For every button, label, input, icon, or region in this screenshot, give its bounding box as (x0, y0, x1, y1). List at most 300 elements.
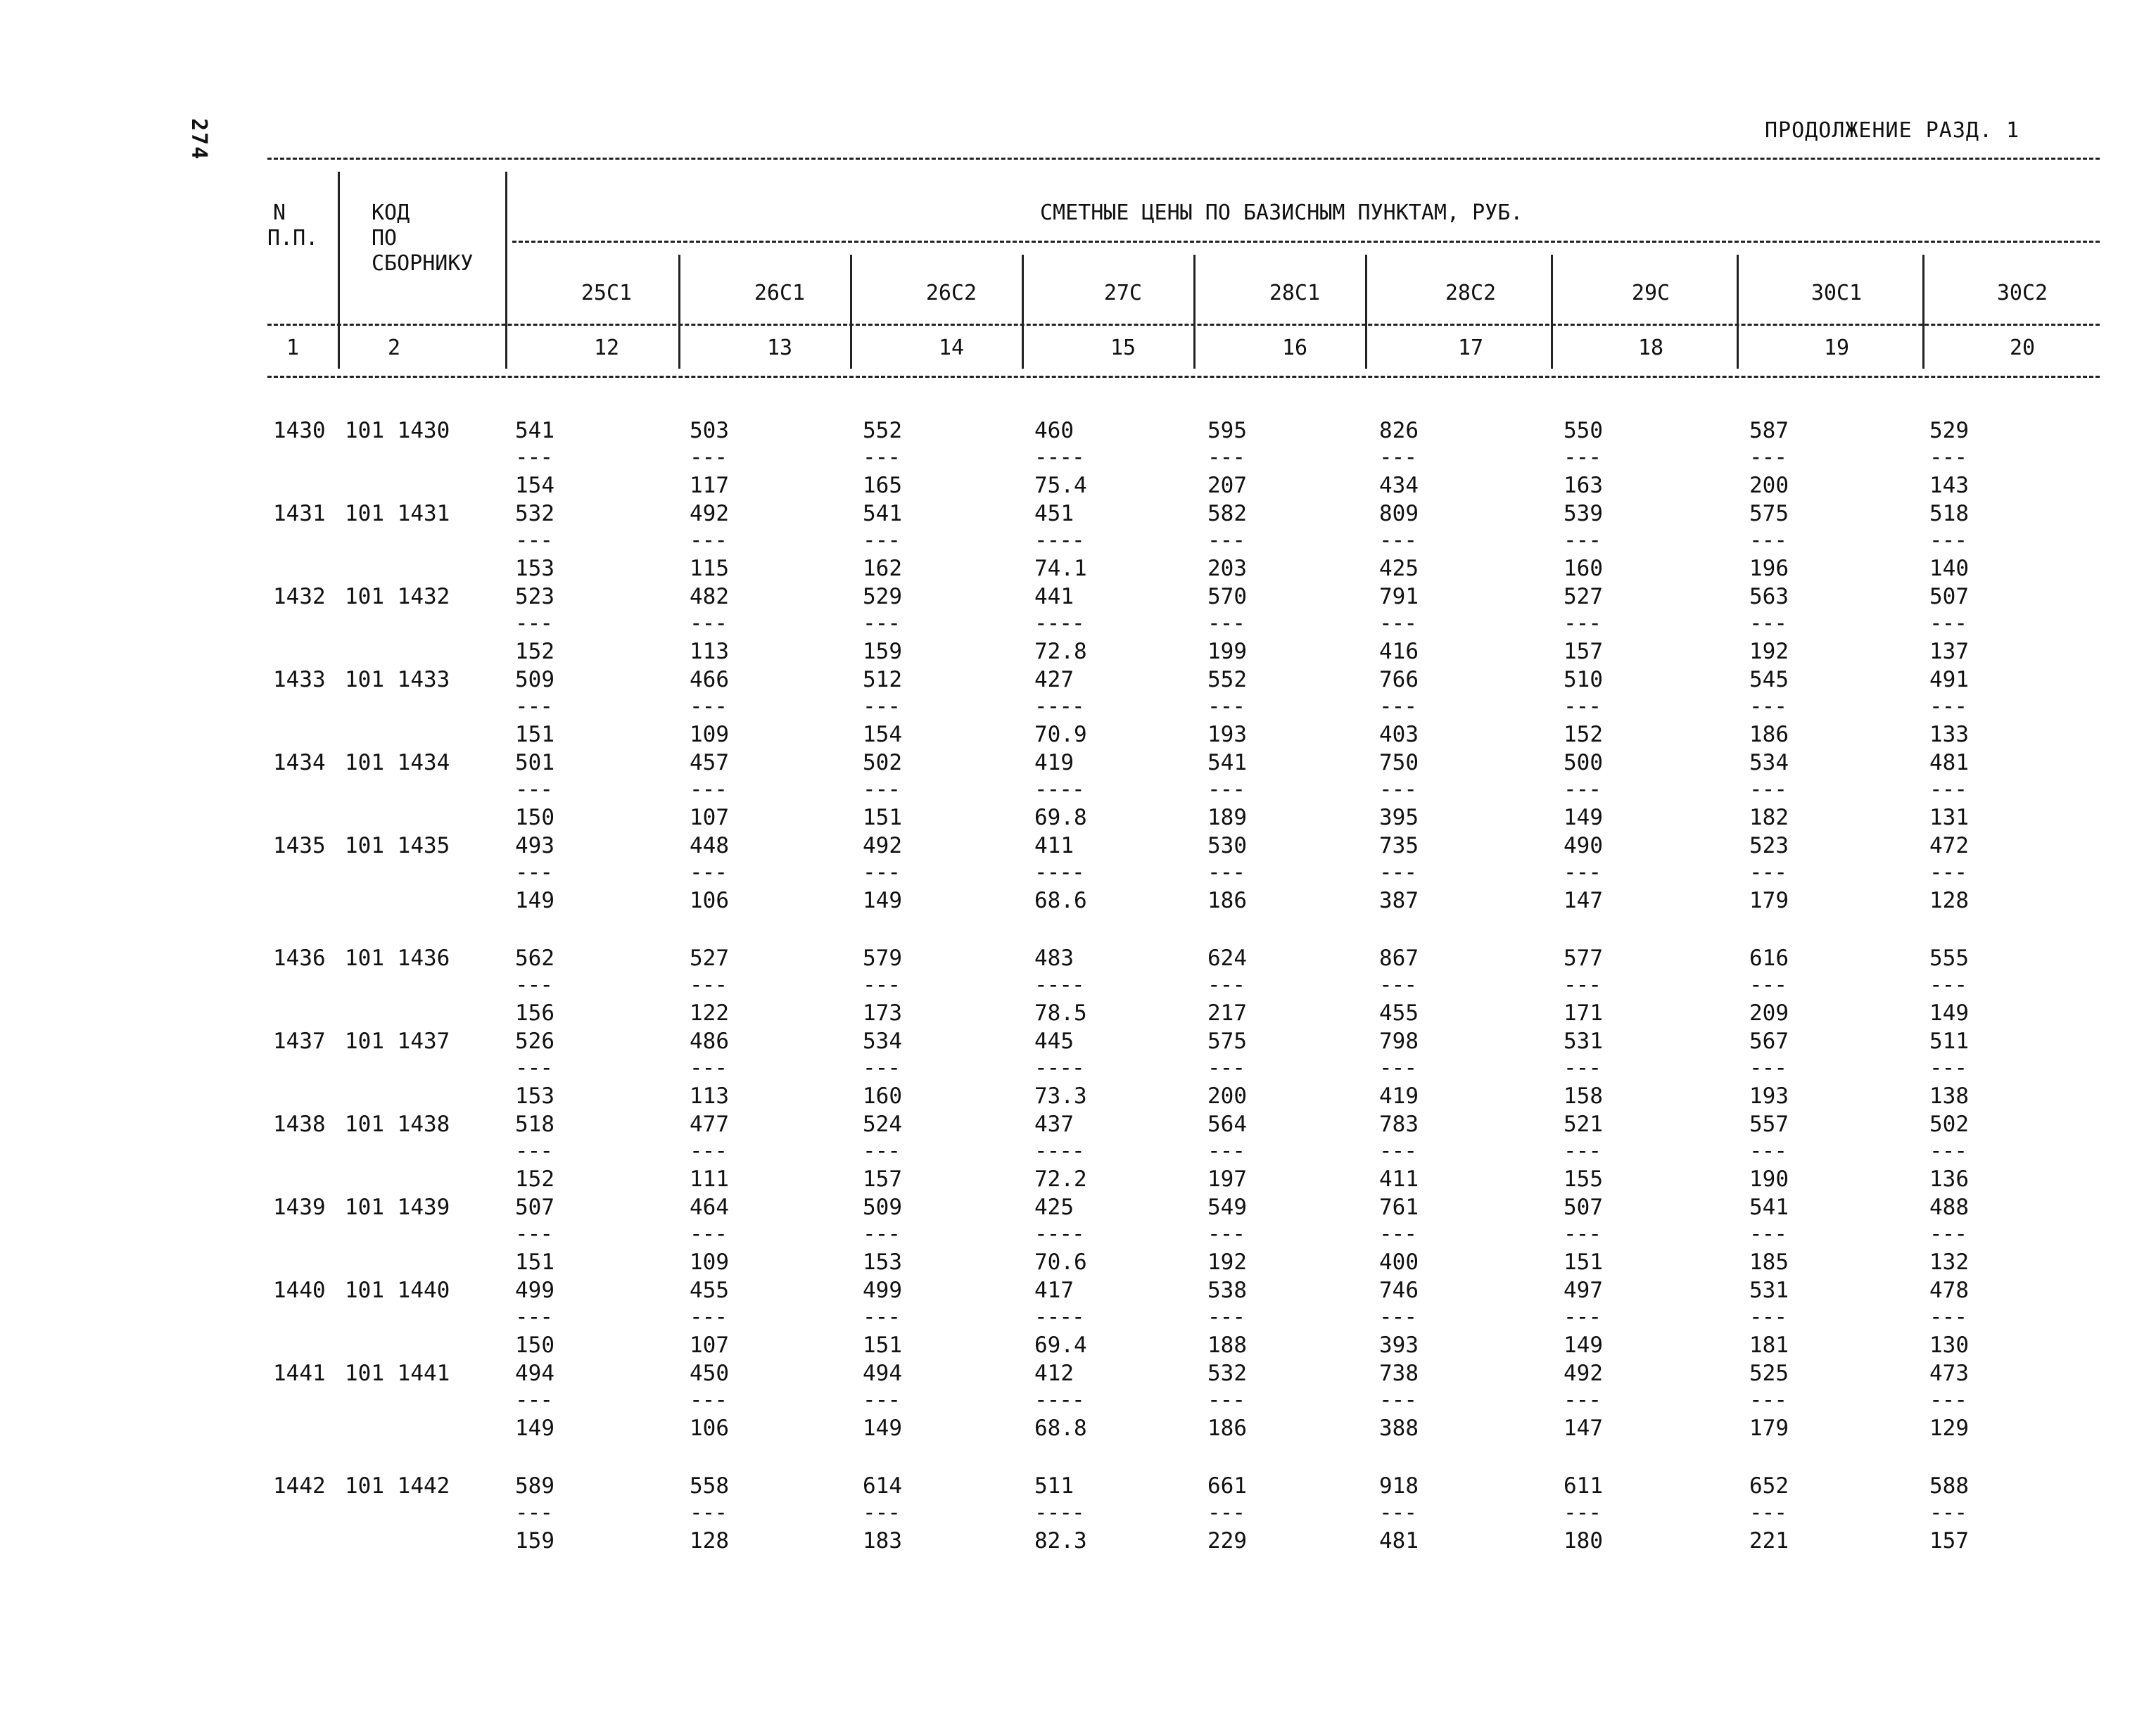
price-numerator: 611 (1564, 1473, 1603, 1499)
fraction-bar: --- (1379, 445, 1416, 470)
price-denominator: 156 (515, 1000, 554, 1026)
price-denominator: 158 (1564, 1084, 1603, 1109)
header-point-label: 28С1 (1269, 281, 1321, 305)
price-denominator: 388 (1379, 1416, 1419, 1441)
row-number: 1439 (273, 1195, 326, 1220)
header-code-line1: КОД (372, 201, 410, 225)
price-denominator: 163 (1564, 473, 1603, 498)
fraction-bar: --- (1564, 528, 1601, 553)
fraction-bar: --- (1929, 1304, 1967, 1330)
price-numerator: 550 (1564, 418, 1603, 443)
price-denominator: 192 (1749, 639, 1789, 664)
fraction-bar: --- (1749, 694, 1787, 719)
price-denominator: 387 (1379, 888, 1419, 913)
price-numerator: 564 (1207, 1112, 1247, 1137)
fraction-bar: --- (690, 694, 727, 719)
price-numerator: 783 (1379, 1112, 1419, 1137)
price-numerator: 738 (1379, 1361, 1419, 1386)
price-denominator: 138 (1929, 1084, 1969, 1109)
price-numerator: 534 (863, 1029, 902, 1054)
price-denominator: 149 (863, 1416, 902, 1441)
price-numerator: 524 (863, 1112, 902, 1137)
price-numerator: 412 (1034, 1361, 1074, 1386)
table-row (0, 944, 2156, 972)
table-row-secondary (0, 1414, 2156, 1442)
price-numerator: 511 (1034, 1473, 1074, 1499)
fraction-bar: --- (1379, 694, 1416, 719)
price-numerator: 527 (1564, 584, 1603, 609)
fraction-bar: --- (1749, 1304, 1787, 1330)
fraction-bar: --- (863, 1055, 900, 1081)
price-denominator: 192 (1207, 1250, 1247, 1275)
column-divider (1737, 255, 1739, 369)
price-numerator: 555 (1929, 946, 1969, 971)
price-numerator: 761 (1379, 1195, 1419, 1220)
price-denominator: 137 (1929, 639, 1969, 664)
price-numerator: 526 (515, 1029, 554, 1054)
price-numerator: 826 (1379, 418, 1419, 443)
fraction-bar: --- (863, 445, 900, 470)
price-denominator: 185 (1749, 1250, 1789, 1275)
price-numerator: 512 (863, 667, 902, 692)
price-denominator: 193 (1749, 1084, 1789, 1109)
price-numerator: 735 (1379, 833, 1419, 858)
price-denominator: 151 (515, 722, 554, 747)
price-numerator: 497 (1564, 1278, 1603, 1303)
price-numerator: 558 (690, 1473, 729, 1499)
price-denominator: 416 (1379, 639, 1419, 664)
table-row-secondary (0, 803, 2156, 832)
row-code: 101 1430 (345, 418, 450, 443)
price-numerator: 499 (863, 1278, 902, 1303)
price-denominator: 403 (1379, 722, 1419, 747)
fraction-bar: --- (515, 445, 552, 470)
row-number: 1431 (273, 501, 326, 526)
fraction-bar: --- (515, 1304, 552, 1330)
price-numerator: 541 (1749, 1195, 1789, 1220)
row-number: 1430 (273, 418, 326, 443)
fraction-bar: --- (1749, 611, 1787, 636)
price-numerator: 918 (1379, 1473, 1419, 1499)
price-denominator: 106 (690, 888, 729, 913)
row-code: 101 1431 (345, 501, 450, 526)
fraction-bar: --- (1207, 611, 1245, 636)
price-denominator: 425 (1379, 556, 1419, 581)
fraction-separator-row (0, 692, 2156, 720)
price-numerator: 541 (1207, 750, 1247, 775)
price-denominator: 147 (1564, 888, 1603, 913)
fraction-bar: --- (1749, 1138, 1787, 1164)
table-row (0, 500, 2156, 528)
fraction-bar: --- (1379, 972, 1416, 998)
header-column-number: 20 (2009, 336, 2036, 360)
price-numerator: 419 (1034, 750, 1074, 775)
price-denominator: 149 (1564, 805, 1603, 830)
price-denominator: 400 (1379, 1250, 1419, 1275)
column-divider (505, 172, 507, 369)
fraction-bar: --- (1379, 611, 1416, 636)
header-point-label: 26С1 (754, 281, 806, 305)
price-denominator: 129 (1929, 1416, 1969, 1441)
fraction-separator-row (0, 1499, 2156, 1527)
row-number: 1440 (273, 1278, 326, 1303)
fraction-bar: --- (1749, 972, 1787, 998)
price-numerator: 791 (1379, 584, 1419, 609)
fraction-bar: --- (1564, 1221, 1601, 1247)
price-numerator: 507 (515, 1195, 554, 1220)
fraction-bar: --- (515, 1138, 552, 1164)
row-code: 101 1439 (345, 1195, 450, 1220)
price-denominator: 183 (863, 1528, 902, 1554)
fraction-bar: --- (515, 1055, 552, 1081)
price-numerator: 466 (690, 667, 729, 692)
price-denominator: 393 (1379, 1333, 1419, 1358)
fraction-bar: --- (1929, 611, 1967, 636)
price-denominator: 151 (863, 1333, 902, 1358)
fraction-bar: --- (1749, 1500, 1787, 1525)
price-denominator: 131 (1929, 805, 1969, 830)
table-row (0, 1110, 2156, 1138)
price-denominator: 217 (1207, 1000, 1247, 1026)
price-numerator: 534 (1749, 750, 1789, 775)
price-denominator: 113 (690, 1084, 729, 1109)
fraction-separator-row (0, 971, 2156, 999)
price-numerator: 518 (1929, 501, 1969, 526)
price-numerator: 577 (1564, 946, 1603, 971)
row-code: 101 1440 (345, 1278, 450, 1303)
price-numerator: 575 (1749, 501, 1789, 526)
price-denominator: 151 (863, 805, 902, 830)
price-denominator: 128 (1929, 888, 1969, 913)
price-numerator: 552 (1207, 667, 1247, 692)
price-denominator: 186 (1207, 888, 1247, 913)
header-point-label: 27С (1103, 281, 1143, 305)
row-code: 101 1433 (345, 667, 450, 692)
fraction-bar: --- (1929, 1055, 1967, 1081)
fraction-bar: ---- (1034, 1500, 1084, 1525)
price-numerator: 541 (515, 418, 554, 443)
price-denominator: 149 (863, 888, 902, 913)
fraction-bar: --- (515, 860, 552, 885)
table-row-secondary (0, 887, 2156, 915)
fraction-bar: --- (863, 1304, 900, 1330)
price-denominator: 132 (1929, 1250, 1969, 1275)
fraction-bar: ---- (1034, 445, 1084, 470)
price-numerator: 510 (1564, 667, 1603, 692)
price-numerator: 557 (1749, 1112, 1789, 1137)
header-top-rule (267, 158, 2100, 160)
fraction-bar: --- (863, 528, 900, 553)
row-number: 1432 (273, 584, 326, 609)
price-denominator: 193 (1207, 722, 1247, 747)
header-column-number: 17 (1457, 336, 1484, 360)
price-denominator: 147 (1564, 1416, 1603, 1441)
header-point-label: 28С2 (1445, 281, 1497, 305)
fraction-bar: --- (1564, 1138, 1601, 1164)
price-denominator: 72.8 (1034, 639, 1087, 664)
price-denominator: 107 (690, 1333, 729, 1358)
table-row (0, 666, 2156, 694)
fraction-separator-row (0, 526, 2156, 554)
price-denominator: 128 (690, 1528, 729, 1554)
price-denominator: 157 (863, 1167, 902, 1192)
fraction-bar: --- (1207, 1221, 1245, 1247)
price-numerator: 624 (1207, 946, 1247, 971)
price-numerator: 507 (1564, 1195, 1603, 1220)
fraction-bar: --- (1207, 694, 1245, 719)
table-row-secondary (0, 1527, 2156, 1555)
price-denominator: 149 (1564, 1333, 1603, 1358)
price-denominator: 136 (1929, 1167, 1969, 1192)
fraction-bar: --- (1929, 777, 1967, 802)
column-divider (1922, 255, 1924, 369)
fraction-bar: --- (863, 777, 900, 802)
fraction-bar: --- (690, 445, 727, 470)
price-denominator: 229 (1207, 1528, 1247, 1554)
table-row-secondary (0, 1248, 2156, 1276)
fraction-bar: --- (1749, 1221, 1787, 1247)
price-denominator: 154 (863, 722, 902, 747)
fraction-bar: --- (1929, 445, 1967, 470)
price-numerator: 437 (1034, 1112, 1074, 1137)
fraction-bar: --- (1564, 611, 1601, 636)
price-numerator: 563 (1749, 584, 1789, 609)
fraction-bar: --- (1564, 860, 1601, 885)
price-denominator: 173 (863, 1000, 902, 1026)
price-numerator: 746 (1379, 1278, 1419, 1303)
fraction-bar: --- (863, 1500, 900, 1525)
price-numerator: 417 (1034, 1278, 1074, 1303)
price-denominator: 72.2 (1034, 1167, 1087, 1192)
price-numerator: 503 (690, 418, 729, 443)
fraction-bar: --- (1929, 1387, 1967, 1413)
price-numerator: 545 (1749, 667, 1789, 692)
price-numerator: 867 (1379, 946, 1419, 971)
fraction-bar: --- (1564, 694, 1601, 719)
header-point-label: 30С1 (1811, 281, 1863, 305)
price-numerator: 481 (1929, 750, 1969, 775)
price-numerator: 531 (1564, 1029, 1603, 1054)
price-numerator: 490 (1564, 833, 1603, 858)
fraction-bar: --- (1207, 528, 1245, 553)
fraction-separator-row (0, 1386, 2156, 1414)
price-numerator: 525 (1749, 1361, 1789, 1386)
price-denominator: 75.4 (1034, 473, 1087, 498)
table-row-secondary (0, 1082, 2156, 1110)
table-row (0, 1359, 2156, 1387)
fraction-bar: --- (515, 694, 552, 719)
fraction-bar: --- (1207, 1138, 1245, 1164)
price-denominator: 165 (863, 473, 902, 498)
header-column-number: 1 (286, 336, 300, 360)
price-denominator: 189 (1207, 805, 1247, 830)
header-point-label: 29С (1631, 281, 1670, 305)
fraction-separator-row (0, 609, 2156, 637)
price-numerator: 529 (1929, 418, 1969, 443)
price-denominator: 150 (515, 1333, 554, 1358)
price-numerator: 579 (863, 946, 902, 971)
fraction-bar: --- (690, 1138, 727, 1164)
table-row (0, 832, 2156, 860)
price-numerator: 460 (1034, 418, 1074, 443)
price-numerator: 570 (1207, 584, 1247, 609)
price-denominator: 179 (1749, 1416, 1789, 1441)
price-numerator: 582 (1207, 501, 1247, 526)
fraction-bar: --- (1379, 1387, 1416, 1413)
price-denominator: 162 (863, 556, 902, 581)
price-denominator: 111 (690, 1167, 729, 1192)
table-row (0, 1193, 2156, 1221)
column-divider (1193, 255, 1196, 369)
header-column-number: 19 (1823, 336, 1850, 360)
header-group-rule (512, 241, 2100, 243)
fraction-bar: ---- (1034, 694, 1084, 719)
fraction-bar: --- (863, 1387, 900, 1413)
row-number: 1442 (273, 1473, 326, 1499)
price-numerator: 451 (1034, 501, 1074, 526)
price-numerator: 614 (863, 1473, 902, 1499)
price-denominator: 180 (1564, 1528, 1603, 1554)
header-n-line1: N (273, 201, 286, 225)
fraction-bar: --- (1564, 1304, 1601, 1330)
price-denominator: 152 (1564, 722, 1603, 747)
price-numerator: 502 (863, 750, 902, 775)
price-numerator: 425 (1034, 1195, 1074, 1220)
price-numerator: 501 (515, 750, 554, 775)
price-denominator: 160 (863, 1084, 902, 1109)
fraction-bar: --- (1207, 777, 1245, 802)
header-code-line3: СБОРНИКУ (372, 251, 474, 276)
price-denominator: 153 (863, 1250, 902, 1275)
row-number: 1441 (273, 1361, 326, 1386)
price-numerator: 450 (690, 1361, 729, 1386)
fraction-bar: --- (1207, 1304, 1245, 1330)
fraction-bar: ---- (1034, 777, 1084, 802)
header-code-line2: ПО (372, 226, 398, 250)
fraction-bar: --- (1749, 1055, 1787, 1081)
table-row (0, 1027, 2156, 1055)
fraction-bar: --- (515, 777, 552, 802)
fraction-bar: --- (863, 860, 900, 885)
header-column-number: 14 (938, 336, 965, 360)
fraction-bar: --- (1207, 1387, 1245, 1413)
fraction-bar: --- (1564, 777, 1601, 802)
price-denominator: 186 (1749, 722, 1789, 747)
price-denominator: 157 (1564, 639, 1603, 664)
price-denominator: 78.5 (1034, 1000, 1087, 1026)
column-divider (338, 172, 340, 369)
price-denominator: 159 (515, 1528, 554, 1554)
table-row-secondary (0, 471, 2156, 500)
fraction-bar: ---- (1034, 972, 1084, 998)
price-numerator: 478 (1929, 1278, 1969, 1303)
fraction-bar: ---- (1034, 1387, 1084, 1413)
row-code: 101 1438 (345, 1112, 450, 1137)
price-numerator: 499 (515, 1278, 554, 1303)
fraction-bar: --- (1564, 1387, 1601, 1413)
fraction-bar: --- (1929, 1138, 1967, 1164)
price-denominator: 117 (690, 473, 729, 498)
price-numerator: 595 (1207, 418, 1247, 443)
table-row (0, 583, 2156, 611)
price-denominator: 160 (1564, 556, 1603, 581)
price-numerator: 766 (1379, 667, 1419, 692)
fraction-bar: --- (1749, 860, 1787, 885)
price-numerator: 538 (1207, 1278, 1247, 1303)
table-row-secondary (0, 1165, 2156, 1193)
row-number: 1435 (273, 833, 326, 858)
price-denominator: 130 (1929, 1333, 1969, 1358)
price-denominator: 221 (1749, 1528, 1789, 1554)
fraction-separator-row (0, 443, 2156, 471)
header-column-number: 13 (766, 336, 793, 360)
price-denominator: 70.9 (1034, 722, 1087, 747)
price-numerator: 491 (1929, 667, 1969, 692)
price-denominator: 115 (690, 556, 729, 581)
fraction-bar: --- (1379, 1304, 1416, 1330)
row-number: 1437 (273, 1029, 326, 1054)
fraction-bar: --- (1379, 777, 1416, 802)
price-denominator: 107 (690, 805, 729, 830)
price-numerator: 532 (515, 501, 554, 526)
fraction-bar: --- (690, 528, 727, 553)
price-numerator: 661 (1207, 1473, 1247, 1499)
fraction-bar: --- (863, 972, 900, 998)
price-denominator: 113 (690, 639, 729, 664)
price-denominator: 133 (1929, 722, 1969, 747)
price-denominator: 109 (690, 722, 729, 747)
fraction-separator-row (0, 1137, 2156, 1165)
price-numerator: 411 (1034, 833, 1074, 858)
price-numerator: 492 (863, 833, 902, 858)
price-denominator: 200 (1207, 1084, 1247, 1109)
fraction-bar: --- (1207, 1500, 1245, 1525)
price-denominator: 197 (1207, 1167, 1247, 1192)
price-numerator: 482 (690, 584, 729, 609)
header-column-number: 2 (387, 336, 401, 360)
price-denominator: 434 (1379, 473, 1419, 498)
price-denominator: 207 (1207, 473, 1247, 498)
header-point-label: 25С1 (581, 281, 633, 305)
fraction-bar: --- (690, 860, 727, 885)
price-numerator: 567 (1749, 1029, 1789, 1054)
price-denominator: 152 (515, 1167, 554, 1192)
price-numerator: 486 (690, 1029, 729, 1054)
fraction-separator-row (0, 1054, 2156, 1082)
price-denominator: 419 (1379, 1084, 1419, 1109)
price-denominator: 151 (1564, 1250, 1603, 1275)
fraction-bar: --- (863, 1138, 900, 1164)
fraction-bar: ---- (1034, 1221, 1084, 1247)
row-code: 101 1435 (345, 833, 450, 858)
fraction-bar: ---- (1034, 1304, 1084, 1330)
fraction-bar: ---- (1034, 611, 1084, 636)
price-numerator: 477 (690, 1112, 729, 1137)
price-numerator: 455 (690, 1278, 729, 1303)
table-row (0, 749, 2156, 777)
price-numerator: 616 (1749, 946, 1789, 971)
header-column-number: 12 (593, 336, 620, 360)
price-denominator: 153 (515, 556, 554, 581)
price-denominator: 181 (1749, 1333, 1789, 1358)
table-row-secondary (0, 999, 2156, 1027)
price-numerator: 587 (1749, 418, 1789, 443)
header-column-number: 18 (1637, 336, 1664, 360)
price-denominator: 150 (515, 805, 554, 830)
price-denominator: 68.6 (1034, 888, 1087, 913)
column-divider (678, 255, 680, 369)
fraction-bar: --- (690, 1500, 727, 1525)
